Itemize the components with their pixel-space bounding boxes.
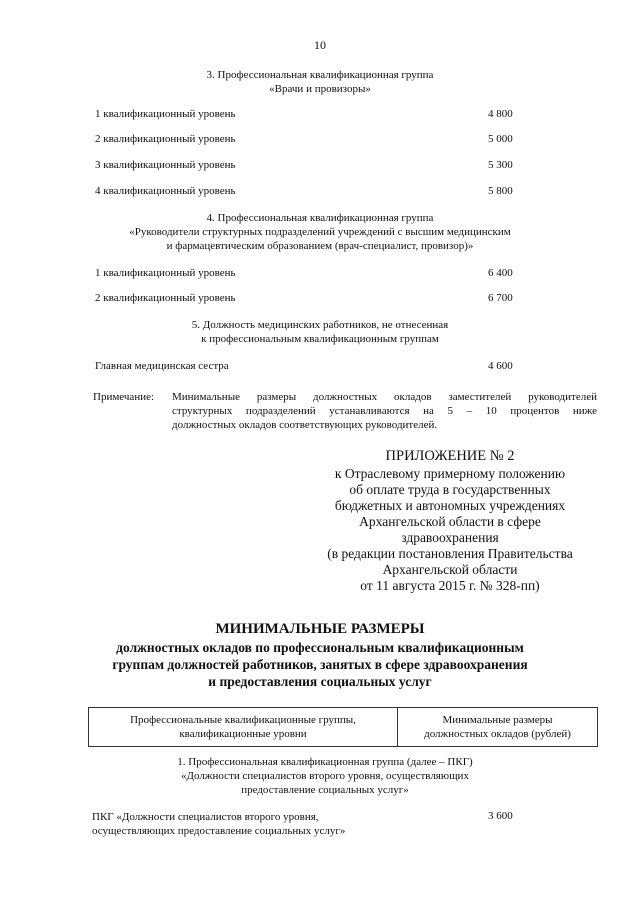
note-line: структурных подразделений устанавливаются на 5 – 10 процентов ниже	[172, 405, 597, 417]
group-4-title-line: «Руководители структурных подразделений учреждений с высшим медицинским	[129, 226, 511, 238]
group-3-row-value: 5 800	[488, 185, 513, 197]
group-3-row-value: 5 000	[488, 133, 513, 145]
heading-title: МИНИМАЛЬНЫЕ РАЗМЕРЫ	[215, 621, 425, 637]
heading-line: группам должностей работников, занятых в сфере здравоохранения	[112, 657, 528, 672]
group-5-row-label: Главная медицинская сестра	[95, 360, 229, 372]
group-3-title-line: «Врачи и провизоры»	[269, 83, 371, 95]
group-3-title-line: 3. Профессиональная квалификационная группа	[206, 69, 434, 81]
pkg1-row-label-line: ПКГ «Должности специалистов второго уровня,	[92, 811, 319, 823]
group-4-row-label: 1 квалификационный уровень	[95, 267, 236, 279]
group-4-row-label: 2 квалификационный уровень	[95, 292, 236, 304]
note-line: Минимальные размеры должностных окладов заместителей руководителей	[172, 391, 597, 403]
group-3-row-label: 4 квалификационный уровень	[95, 185, 236, 197]
annex-line: Архангельской области	[382, 562, 518, 577]
table-header-line: Профессиональные квалификационные группы,	[130, 714, 356, 726]
group-4-title-line: 4. Профессиональная квалификационная группа	[206, 212, 434, 224]
pkg1-row-value: 3 600	[488, 810, 513, 822]
pkg1-row-label-line: осуществляющих предоставление социальных услуг»	[92, 825, 346, 837]
group-5-row-value: 4 600	[488, 360, 513, 372]
group-5-title-line: 5. Должность медицинских работников, не отнесенная	[191, 319, 449, 331]
document-heading	[60, 620, 580, 690]
heading-line: должностных окладов по профессиональным квалификационным	[116, 640, 524, 655]
group-5-title	[160, 318, 480, 346]
annex-block	[305, 448, 595, 594]
group-4-row-value: 6 700	[488, 292, 513, 304]
note-line: должностных окладов соответствующих руководителей.	[172, 419, 438, 431]
group-4-title-line: и фармацевтическим образованием (врач-специалист, провизор)»	[166, 240, 474, 252]
annex-line: от 11 августа 2015 г. № 328-пп)	[360, 578, 540, 593]
group-5-title-line: к профессиональным квалификационным группам	[201, 333, 439, 345]
annex-line: (в редакции постановления Правительства	[327, 546, 573, 561]
pkg1-title-line: 1. Профессиональная квалификационная группа (далее – ПКГ)	[177, 756, 473, 768]
annex-line: к Отраслевому примерному положению	[334, 466, 566, 481]
annex-line: здравоохранения	[401, 530, 499, 545]
annex-line: бюджетных и автономных учреждениях	[334, 498, 566, 513]
group-3-title	[160, 68, 480, 96]
group-3-row-label: 3 квалификационный уровень	[95, 159, 236, 171]
table-header-col2	[398, 708, 598, 747]
group-3-row-value: 4 800	[488, 108, 513, 120]
pkg1-row-label	[92, 810, 345, 838]
pkg1-title-line: «Должности специалистов второго уровня, осуществляющих	[181, 770, 469, 782]
table-header-line: Минимальные размеры	[442, 714, 553, 726]
annex-line: Архангельской области в сфере	[359, 514, 541, 529]
group-3-row-label: 2 квалификационный уровень	[95, 133, 236, 145]
table-header	[88, 707, 598, 747]
heading-line: и предоставления социальных услуг	[208, 674, 432, 689]
page-number: 10	[314, 38, 326, 52]
table-header-col1	[89, 708, 398, 747]
annex-title: ПРИЛОЖЕНИЕ № 2	[385, 448, 515, 464]
pkg1-title-line: предоставление социальных услуг»	[241, 784, 409, 796]
annex-line: об оплате труда в государственных	[349, 482, 551, 497]
note-label: Примечание:	[93, 391, 155, 403]
pkg1-title	[130, 755, 520, 797]
table-header-line: квалификационные уровни	[179, 728, 307, 740]
group-4-title	[95, 211, 545, 253]
group-3-row-value: 5 300	[488, 159, 513, 171]
group-3-row-label: 1 квалификационный уровень	[95, 108, 236, 120]
group-4-row-value: 6 400	[488, 267, 513, 279]
table-header-line: должностных окладов (рублей)	[424, 728, 571, 740]
note-text	[172, 390, 597, 432]
